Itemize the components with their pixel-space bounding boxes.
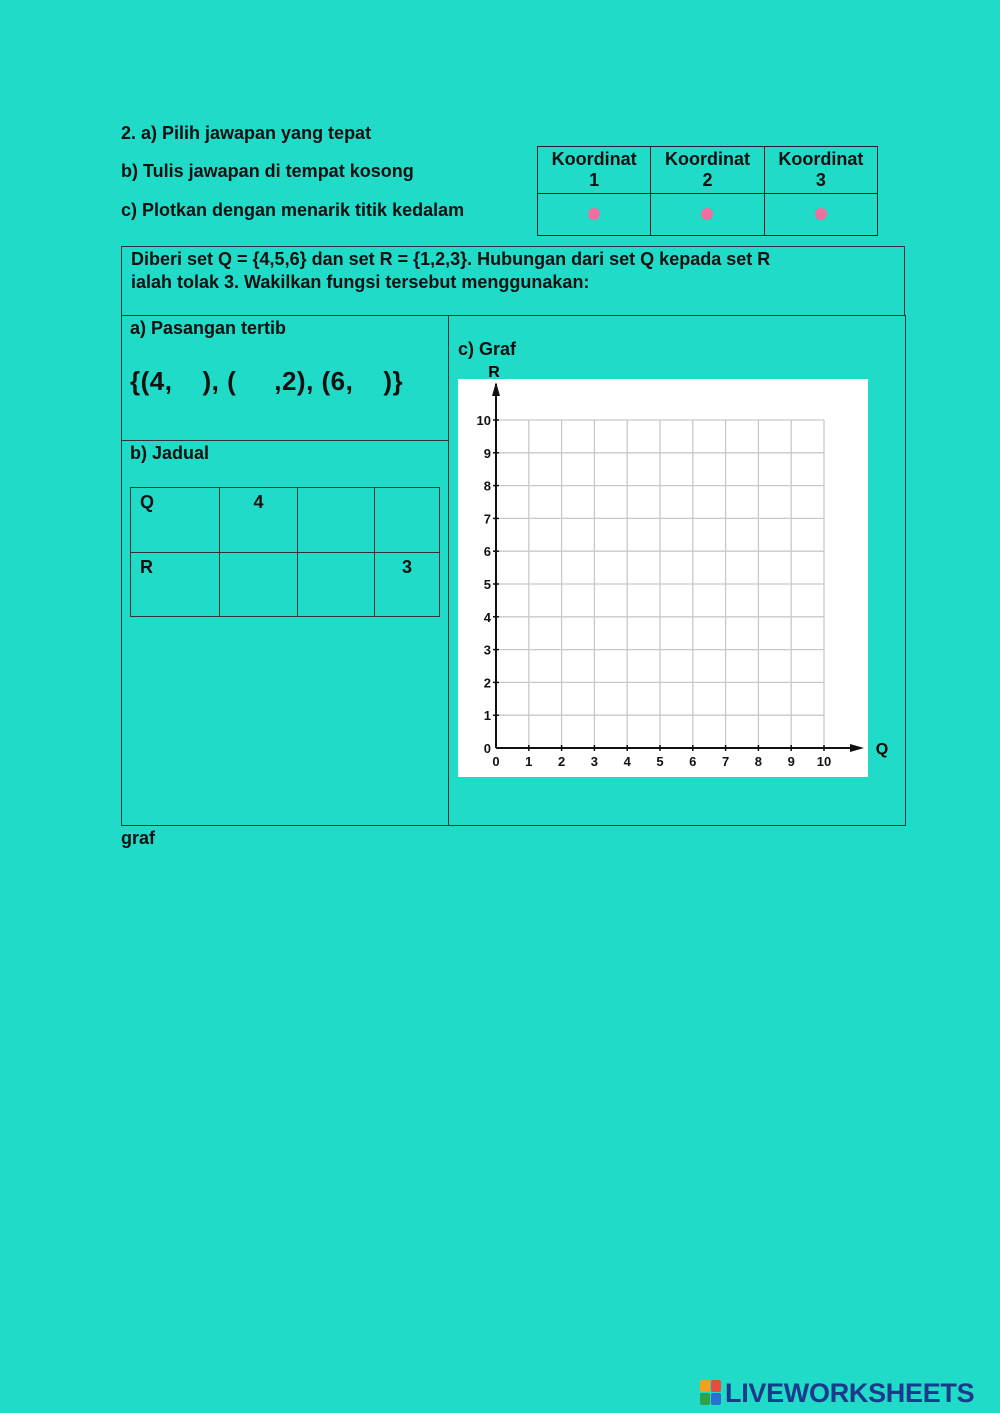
koordinat-word: Koordinat xyxy=(551,149,637,169)
jadual-cell: Q xyxy=(131,488,220,553)
question-line-1: Diberi set Q = {4,5,6} dan set R = {1,2,3}. Hubungan dari set Q kepada set R xyxy=(131,249,771,269)
brand-mark-icon xyxy=(700,1380,722,1406)
x-tick-label: 9 xyxy=(787,754,795,769)
brand-logo xyxy=(700,1377,974,1409)
y-tick-label: 7 xyxy=(483,511,491,527)
x-tick-label: 5 xyxy=(656,754,664,769)
part-b-heading: b) Jadual xyxy=(130,443,210,463)
jadual-cell: 3 xyxy=(375,552,440,617)
graph-axes xyxy=(492,382,864,752)
jadual-cell: R xyxy=(131,552,220,617)
x-axis-arrow-icon xyxy=(850,744,864,752)
jadual-cell: 4 xyxy=(220,488,298,553)
x-tick-label: 10 xyxy=(816,754,832,769)
instruction-c: c) Plotkan dengan menarik titik kedalam xyxy=(121,200,465,220)
koordinat-num: 3 xyxy=(815,170,826,190)
instruction-a: 2. a) Pilih jawapan yang tepat xyxy=(121,123,372,143)
y-tick-label: 0 xyxy=(483,741,491,756)
y-axis-label: R xyxy=(488,364,500,381)
x-tick-label: 1 xyxy=(525,754,533,769)
koordinat-num: 1 xyxy=(589,170,600,190)
y-axis-arrow-icon xyxy=(492,382,500,396)
instruction-b: b) Tulis jawapan di tempat kosong xyxy=(121,161,414,181)
y-tick-label: 1 xyxy=(483,708,491,724)
footer-word: graf xyxy=(121,828,156,848)
x-tick-label: 2 xyxy=(557,754,566,769)
graph-grid xyxy=(496,420,824,748)
pairs-mid1: ), ( xyxy=(202,366,237,396)
x-tick-label: 3 xyxy=(590,754,599,769)
y-tick-label: 4 xyxy=(483,609,491,625)
y-tick-label: 5 xyxy=(483,577,491,592)
x-tick-label: 0 xyxy=(492,754,500,769)
x-tick-label: 7 xyxy=(721,754,730,769)
part-c-heading: c) Graf xyxy=(458,339,517,359)
x-tick-label: 4 xyxy=(623,754,631,769)
y-tick-label: 6 xyxy=(483,544,491,560)
y-tick-label: 2 xyxy=(483,675,491,691)
koordinat-num: 2 xyxy=(702,170,713,190)
y-tick-label: 8 xyxy=(483,478,491,494)
part-a-heading: a) Pasangan tertib xyxy=(130,318,287,338)
pairs-mid2: ,2), (6, xyxy=(274,366,354,396)
koordinat-word: Koordinat xyxy=(778,149,864,169)
brand-name: LIVEWORKSHEETS xyxy=(725,1377,975,1408)
y-tick-label: 3 xyxy=(483,642,491,658)
koordinat-word: Koordinat xyxy=(664,149,750,169)
x-tick-label: 6 xyxy=(689,754,697,769)
y-tick-label: 10 xyxy=(476,413,491,428)
pairs-close: )} xyxy=(383,366,404,396)
y-tick-label: 9 xyxy=(483,445,491,461)
pairs-open: {(4, xyxy=(130,366,173,396)
x-tick-label: 8 xyxy=(754,754,763,769)
x-axis-label: Q xyxy=(875,741,889,758)
question-line-2: ialah tolak 3. Wakilkan fungsi tersebut menggunakan: xyxy=(131,272,590,292)
